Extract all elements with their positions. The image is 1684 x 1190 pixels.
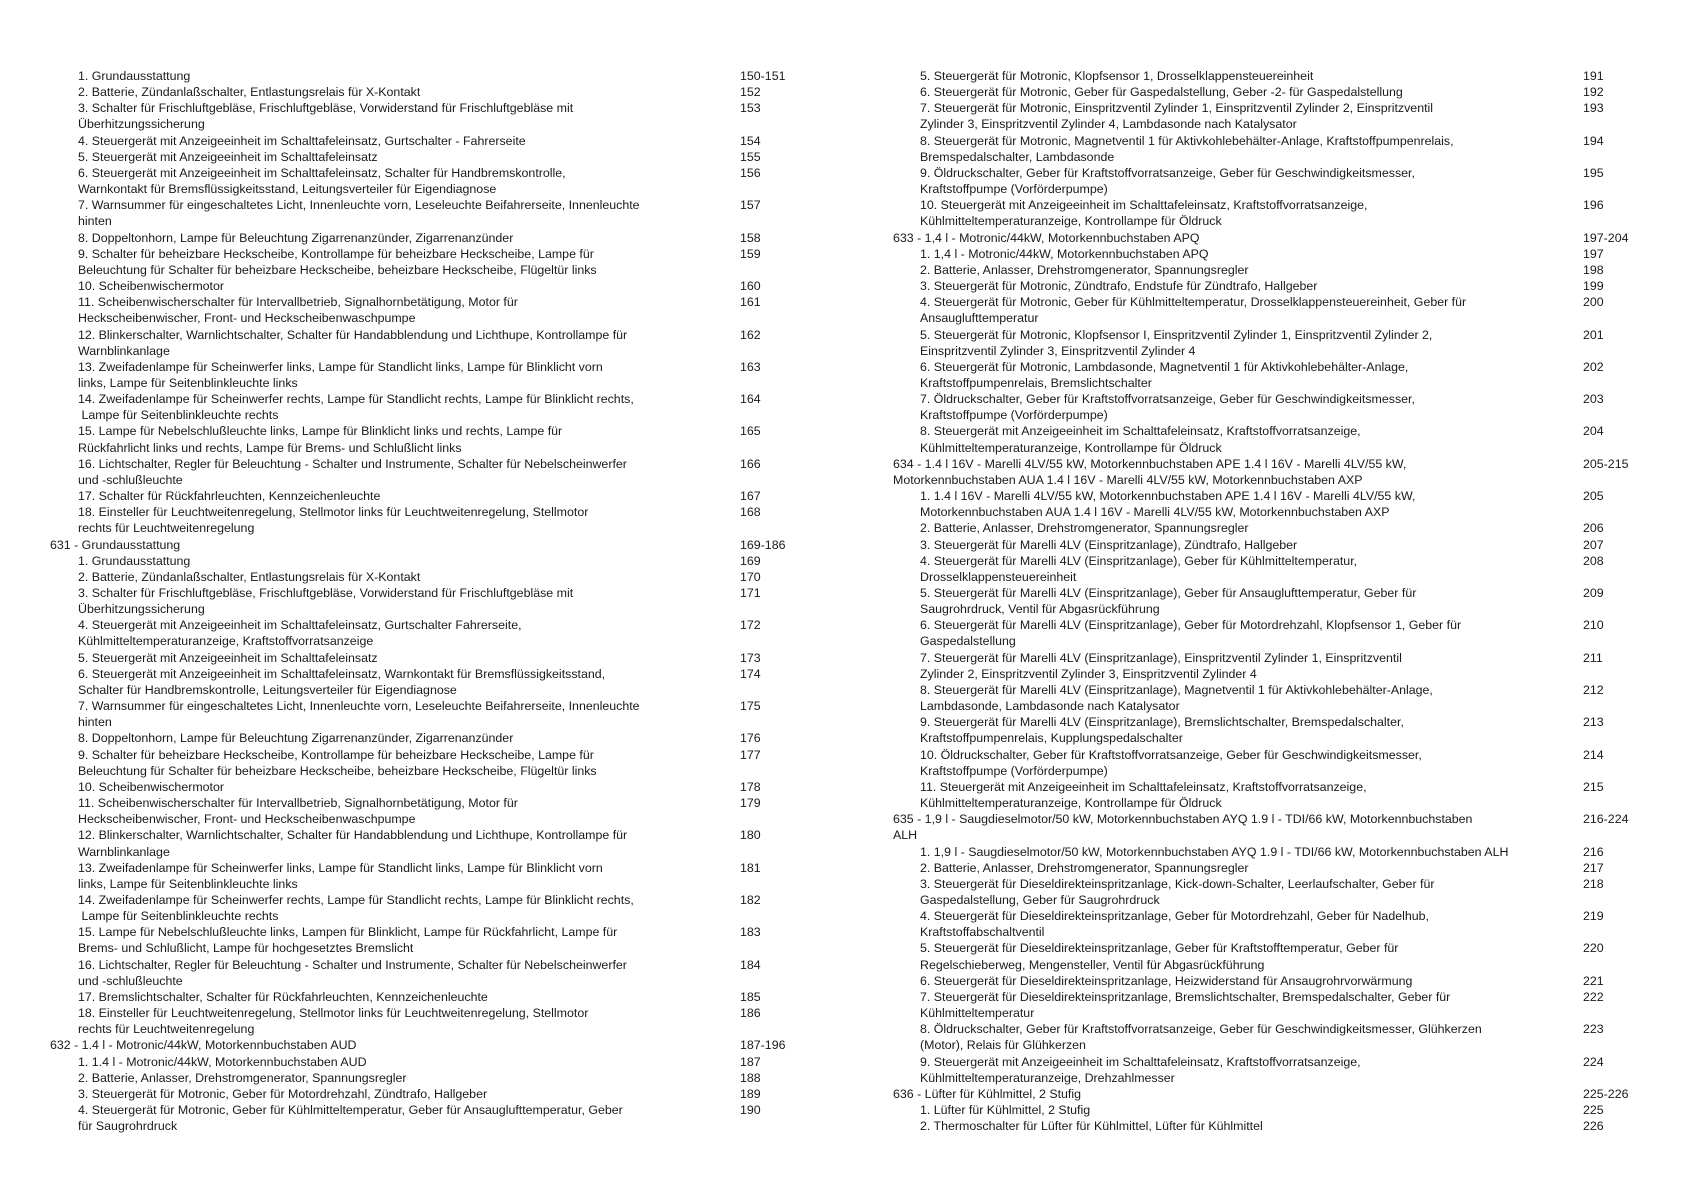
toc-entry [50,100,790,132]
toc-entry [50,924,790,956]
toc-entry-title: 2. Batterie, Anlasser, Drehstromgenerator, Spannungsregler [920,262,1249,277]
toc-entry-title: 9. Schalter für beheizbare Heckscheibe, Kontrollampe für beheizbare Heckscheibe, Lampe für Beleuchtung für Schalter für beheizbare Heckscheibe, beheizbare Heckscheibe, Flügeltür links [78,747,597,778]
toc-entry-title: 634 - 1.4 l 16V - Marelli 4LV/55 kW, Motorkennbuchstaben APE 1.4 l 16V - Marelli 4LV/55 kW, Motorkennbuchstaben AUA 1.4 l 16V - Marelli 4LV/55 kW, Motorkennbuchstaben AXP [893,456,1407,487]
toc-entry-title: 7. Warnsummer für eingeschaltetes Licht, Innenleuchte vorn, Leseleuchte Beifahrerseite, Innenleuchte hinten [78,699,640,730]
toc-page-number: 214 [1583,747,1604,762]
toc-entry [50,666,790,698]
toc-entry-title: 2. Batterie, Anlasser, Drehstromgenerator, Spannungsregler [920,521,1249,536]
toc-entry [50,1005,790,1037]
toc-page-number: 169-186 [740,537,786,552]
toc-page-number: 164 [740,392,761,407]
toc-page-number: 153 [740,101,761,116]
toc-page-number: 190 [740,1103,761,1117]
toc-entry [893,908,1638,940]
toc-column-right [893,68,1638,1134]
toc-entry [50,747,790,779]
toc-page-number: 217 [1583,860,1604,875]
toc-entry [50,327,790,359]
toc-entry [50,488,790,504]
toc-entry-title: 6. Steuergerät für Motronic, Lambdasonde, Magnetventil 1 für Aktivkohlebehälter-Anlage, Kraftstoffpumpenrelais, Bremslichtschalter [920,359,1409,390]
toc-entry [893,617,1638,649]
toc-page-number: 157 [740,198,761,213]
toc-entry-title: 16. Lichtschalter, Regler für Beleuchtung - Schalter und Instrumente, Schalter für Nebelscheinwerfer und -schlußleuchte [78,957,627,988]
toc-entry [893,1102,1638,1118]
toc-entry [50,278,790,294]
toc-page-number: 222 [1583,989,1604,1004]
toc-page-number: 154 [740,133,761,148]
toc-entry [893,294,1638,326]
toc-entry [893,359,1638,391]
toc-entry-title: 11. Steuergerät mit Anzeigeeinheit im Schalttafeleinsatz, Kraftstoffvorratsanzeige, Kühlmitteltemperaturanzeige, Kontrollampe für Öldruck [920,779,1367,811]
toc-entry [893,278,1638,294]
toc-entry [50,1070,790,1086]
toc-page-number: 170 [740,569,761,584]
toc-page-number: 192 [1583,85,1604,100]
toc-page-number: 224 [1583,1054,1604,1069]
toc-entry-title: 633 - 1,4 l - Motronic/44kW, Motorkennbuchstaben APQ [893,230,1200,245]
toc-entry-title: 2. Batterie, Anlasser, Drehstromgenerator, Spannungsregler [78,1070,407,1085]
toc-page-number: 179 [740,796,761,811]
toc-page-number: 202 [1583,359,1604,374]
toc-entry-title: 7. Steuergerät für Marelli 4LV (Einspritzanlage), Einspritzventil Zylinder 1, Einspritzventil Zylinder 2, Einspritzventil Zylinder 3, Einspritzventil Zylinder 4 [920,650,1402,681]
toc-entry-title: 3. Steuergerät für Motronic, Geber für Motordrehzahl, Zündtrafo, Hallgeber [78,1086,488,1101]
toc-page-number: 172 [740,618,761,633]
toc-entry-title: 4. Steuergerät für Marelli 4LV (Einspritzanlage), Geber für Kühlmitteltemperatur, Drosselklappensteuereinheit [920,553,1358,584]
toc-page-number: 162 [740,327,761,342]
toc-page-number: 213 [1583,715,1604,730]
toc-entry-title: 5. Steuergerät mit Anzeigeeinheit im Schalttafeleinsatz [78,149,378,164]
toc-entry-title: 9. Schalter für beheizbare Heckscheibe, Kontrollampe für beheizbare Heckscheibe, Lampe für Beleuchtung für Schalter für beheizbare Heckscheibe, beheizbare Heckscheibe, Flügeltür links [78,246,597,277]
toc-entry-title: 1. 1,4 l - Motronic/44kW, Motorkennbuchstaben APQ [920,246,1209,261]
toc-page-number: 218 [1583,876,1604,891]
toc-entry-title: 2. Batterie, Zündanlaßschalter, Entlastungsrelais für X-Kontakt [78,85,421,100]
toc-entry [893,1054,1638,1086]
toc-page-number: 163 [740,359,761,374]
toc-page-number: 194 [1583,133,1604,148]
toc-page-number: 159 [740,246,761,261]
toc-column-left [50,68,790,1134]
toc-page-number: 197-204 [1583,230,1629,245]
toc-entry [893,391,1638,423]
toc-entry-title: 3. Schalter für Frischluftgebläse, Frischluftgebläse, Vorwiderstand für Frischluftgebläse mit Überhitzungssicherung [78,586,574,617]
toc-section-heading [50,1037,790,1053]
toc-page-number: 155 [740,149,761,164]
toc-page-number: 205-215 [1583,456,1629,471]
toc-section-heading [893,456,1638,488]
toc-entry-title: 9. Steuergerät mit Anzeigeeinheit im Schalttafeleinsatz, Kraftstoffvorratsanzeige, Kühlmitteltemperaturanzeige, Drehzahlmesser [920,1054,1361,1085]
toc-entry-title: 3. Steuergerät für Marelli 4LV (Einspritzanlage), Zündtrafo, Hallgeber [920,537,1298,552]
toc-page-number: 152 [740,85,761,100]
toc-page-number: 209 [1583,586,1604,600]
toc-page-number: 166 [740,456,761,471]
toc-entry-title: 10. Scheibenwischermotor [78,279,225,294]
toc-entry-title: 15. Lampe für Nebelschlußleuchte links, Lampe für Blinklicht links und rechts, Lampe für Rückfahrlicht links und rechts, Lampe für Brems- und Schlußlicht links [78,424,563,455]
toc-page-number: 176 [740,731,761,746]
toc-entry [893,262,1638,278]
toc-entry [50,957,790,989]
toc-entry [893,650,1638,682]
toc-entry [50,391,790,423]
toc-page-number: 160 [740,279,761,294]
toc-entry-title: 9. Öldruckschalter, Geber für Kraftstoffvorratsanzeige, Geber für Geschwindigkeitsmesser, Kraftstoffpumpe (Vorförderpumpe) [920,165,1415,197]
toc-entry-title: 6. Steuergerät für Marelli 4LV (Einspritzanlage), Geber für Motordrehzahl, Klopfsensor 1, Geber für Gaspedalstellung [920,618,1462,649]
toc-page-number: 219 [1583,909,1604,924]
toc-entry-title: 8. Doppeltonhorn, Lampe für Beleuchtung Zigarrenanzünder, Zigarrenanzünder [78,731,514,746]
toc-entry-title: 1. Grundausstattung [78,553,191,568]
toc-entry [50,553,790,569]
toc-entry-title: 4. Steuergerät für Motronic, Geber für Kühlmitteltemperatur, Geber für Ansauglufttemperatur, Geber für Saugrohrdruck [78,1103,623,1134]
toc-page-number: 175 [740,699,761,714]
toc-entry [893,876,1638,908]
toc-entry [893,747,1638,779]
toc-entry [893,860,1638,876]
toc-entry-title: 6. Steuergerät für Dieseldirekteinspritzanlage, Heizwiderstand für Ansaugrohrvorwärmung [920,973,1413,988]
toc-entry [50,1086,790,1102]
toc-page-number: 185 [740,989,761,1004]
toc-entry [893,246,1638,262]
toc-page-number: 225 [1583,1103,1604,1117]
toc-entry [893,973,1638,989]
toc-entry [893,488,1638,520]
toc-page-number: 206 [1583,521,1604,536]
toc-entry [50,730,790,746]
toc-entry [50,456,790,488]
toc-entry-title: 1. 1.4 l - Motronic/44kW, Motorkennbuchstaben AUD [78,1054,367,1069]
toc-entry-title: 9. Steuergerät für Marelli 4LV (Einspritzanlage), Bremslichtschalter, Bremspedalschalter, Kraftstoffpumpenrelais, Kupplungspedalschalter [920,715,1404,746]
toc-entry-title: 5. Steuergerät für Dieseldirekteinspritzanlage, Geber für Kraftstofftemperatur, Geber für Regelschieberweg, Mengensteller, Ventil für Abgasrückführung [920,941,1399,972]
toc-entry-title: 1. Lüfter für Kühlmittel, 2 Stufig [920,1103,1091,1117]
toc-entry-title: 6. Steuergerät mit Anzeigeeinheit im Schalttafeleinsatz, Schalter für Handbremskontrolle, Warnkontakt für Bremsflüssigkeitsstand, Leitungsverteiler für Eigendiagnose [78,165,566,197]
toc-entry-title: 18. Einsteller für Leuchtweitenregelung, Stellmotor links für Leuchtweitenregelung, Stellmotor rechts für Leuchtweitenregelung [78,1006,589,1037]
toc-page-number: 226 [1583,1119,1604,1134]
toc-page-number: 212 [1583,682,1604,697]
toc-section-heading [893,230,1638,246]
toc-entry-title: 8. Steuergerät für Marelli 4LV (Einspritzanlage), Magnetventil 1 für Aktivkohlebehälter-Anlage, Lambdasonde, Lambdasonde nach Katalysator [920,682,1433,714]
toc-entry-title: 1. 1.4 l 16V - Marelli 4LV/55 kW, Motorkennbuchstaben APE 1.4 l 16V - Marelli 4LV/55 kW, Motorkennbuchstaben AUA 1.4 l 16V - Marelli 4LV/55 kW, Motorkennbuchstaben AXP [920,489,1416,520]
toc-entry [50,569,790,585]
toc-entry [893,423,1638,455]
toc-page-number: 191 [1583,69,1604,83]
toc-entry-title: 5. Steuergerät für Motronic, Klopfsensor 1, Drosselklappensteuereinheit [920,69,1314,83]
toc-entry [50,84,790,100]
toc-entry [893,714,1638,746]
toc-entry-title: 3. Steuergerät für Motronic, Zündtrafo, Endstufe für Zündtrafo, Hallgeber [920,279,1318,294]
toc-entry-title: 7. Steuergerät für Motronic, Einspritzventil Zylinder 1, Einspritzventil Zylinder 2, Einspritzventil Zylinder 3, Einspritzventil Zylinder 4, Lambdasonde nach Katalysator [920,101,1434,132]
toc-entry [50,165,790,197]
toc-entry [50,133,790,149]
toc-entry-title: 1. Grundausstattung [78,69,191,83]
toc-page-number: 199 [1583,279,1604,294]
toc-entry [50,504,790,536]
toc-entry-title: 4. Steuergerät mit Anzeigeeinheit im Schalttafeleinsatz, Gurtschalter - Fahrerseite [78,133,526,148]
toc-entry [50,230,790,246]
toc-entry-title: 8. Öldruckschalter, Geber für Kraftstoffvorratsanzeige, Geber für Geschwindigkeitsmesser, Glühkerzen (Motor), Relais für Glühkerzen [920,1022,1482,1053]
toc-entry-title: 2. Batterie, Zündanlaßschalter, Entlastungsrelais für X-Kontakt [78,569,421,584]
toc-entry-title: 4. Steuergerät mit Anzeigeeinheit im Schalttafeleinsatz, Gurtschalter Fahrerseite, Kühlmitteltemperaturanzeige, Kraftstoffvorratsanzeige [78,618,522,649]
toc-entry-title: 14. Zweifadenlampe für Scheinwerfer rechts, Lampe für Standlicht rechts, Lampe für Blinklicht rechts, Lampe für Seitenblinkleuchte rechts [78,892,634,924]
toc-entry [893,585,1638,617]
toc-page-number: 168 [740,505,761,520]
toc-entry-title: 635 - 1,9 l - Saugdieselmotor/50 kW, Motorkennbuchstaben AYQ 1.9 l - TDI/66 kW, Motorkennbuchstaben ALH [893,812,1473,843]
toc-page-number: 150-151 [740,69,786,83]
toc-entry [50,617,790,649]
toc-page-number: 187-196 [740,1038,786,1053]
toc-page-number: 211 [1583,650,1603,665]
toc-entry [50,989,790,1005]
toc-entry-title: 15. Lampe für Nebelschlußleuchte links, Lampen für Blinklicht, Lampe für Rückfahrlicht, Lampe für Brems- und Schlußlicht, Lampe für hochgesetztes Bremslicht [78,925,618,956]
toc-entry [893,1021,1638,1053]
toc-entry [893,327,1638,359]
toc-page-number: 208 [1583,553,1604,568]
toc-entry [50,585,790,617]
toc-entry [893,1118,1638,1134]
toc-entry [50,892,790,924]
toc-page-number: 207 [1583,537,1604,552]
toc-entry [893,68,1638,84]
toc-page-number: 171 [740,586,761,600]
toc-entry [893,537,1638,553]
toc-entry-title: 11. Scheibenwischerschalter für Intervallbetrieb, Signalhornbetätigung, Motor für Heckscheibenwischer, Front- und Heckscheibenwaschpumpe [78,796,518,827]
toc-entry-title: 13. Zweifadenlampe für Scheinwerfer links, Lampe für Standlicht links, Lampe für Blinklicht vorn links, Lampe für Seitenblinkleuchte links [78,860,603,891]
toc-entry-title: 14. Zweifadenlampe für Scheinwerfer rechts, Lampe für Standlicht rechts, Lampe für Blinklicht rechts, Lampe für Seitenblinkleuchte rechts [78,392,634,423]
toc-page-number: 221 [1583,973,1604,988]
toc-entry-title: 2. Batterie, Anlasser, Drehstromgenerator, Spannungsregler [920,860,1249,875]
toc-page-number: 195 [1583,165,1604,180]
toc-page-number: 177 [740,747,761,762]
toc-entry [50,359,790,391]
toc-entry-title: 3. Schalter für Frischluftgebläse, Frischluftgebläse, Vorwiderstand für Frischluftgebläse mit Überhitzungssicherung [78,101,574,132]
toc-entry-title: 17. Bremslichtschalter, Schalter für Rückfahrleuchten, Kennzeichenleuchte [78,989,488,1004]
toc-entry-title: 631 - Grundausstattung [50,537,181,552]
toc-entry [893,682,1638,714]
toc-entry-title: 18. Einsteller für Leuchtweitenregelung, Stellmotor links für Leuchtweitenregelung, Stellmotor rechts für Leuchtweitenregelung [78,505,589,536]
toc-entry-title: 4. Steuergerät für Motronic, Geber für Kühlmitteltemperatur, Drosselklappensteuereinheit, Geber für Ansauglufttemperatur [920,295,1467,326]
toc-page-number: 193 [1583,101,1604,116]
toc-entry [893,197,1638,229]
toc-page-number: 210 [1583,618,1604,633]
toc-entry [893,165,1638,197]
toc-entry-title: 636 - Lüfter für Kühlmittel, 2 Stufig [893,1086,1082,1101]
toc-entry [50,698,790,730]
toc-entry-title: 8. Doppeltonhorn, Lampe für Beleuchtung Zigarrenanzünder, Zigarrenanzünder [78,230,514,245]
toc-entry [50,197,790,229]
toc-entry-title: 17. Schalter für Rückfahrleuchten, Kennzeichenleuchte [78,489,381,504]
toc-entry-title: 11. Scheibenwischerschalter für Intervallbetrieb, Signalhornbetätigung, Motor für Heckscheibenwischer, Front- und Heckscheibenwaschpumpe [78,295,518,326]
toc-page-number: 187 [740,1054,761,1069]
toc-entry [50,68,790,84]
toc-entry-title: 7. Öldruckschalter, Geber für Kraftstoffvorratsanzeige, Geber für Geschwindigkeitsmesser, Kraftstoffpumpe (Vorförderpumpe) [920,392,1415,423]
toc-entry-title: 1. 1,9 l - Saugdieselmotor/50 kW, Motorkennbuchstaben AYQ 1.9 l - TDI/66 kW, Motorkennbuchstaben ALH [920,844,1509,859]
toc-entry [50,1102,790,1134]
toc-entry-title: 6. Steuergerät mit Anzeigeeinheit im Schalttafeleinsatz, Warnkontakt für Bremsflüssigkeitsstand, Schalter für Handbremskontrolle, Leitungsverteiler für Eigendiagnose [78,666,606,697]
toc-entry [50,779,790,795]
toc-entry-title: 10. Öldruckschalter, Geber für Kraftstoffvorratsanzeige, Geber für Geschwindigkeitsmesser, Kraftstoffpumpe (Vorförderpumpe) [920,747,1422,778]
toc-entry-title: 12. Blinkerschalter, Warnlichtschalter, Schalter für Handabblendung und Lichthupe, Kontrollampe für Warnblinkanlage [78,327,628,358]
toc-page-number: 198 [1583,262,1604,277]
toc-entry-title: 632 - 1.4 l - Motronic/44kW, Motorkennbuchstaben AUD [50,1038,357,1053]
toc-entry [50,795,790,827]
toc-page-number: 205 [1583,489,1604,504]
toc-entry-title: 13. Zweifadenlampe für Scheinwerfer links, Lampe für Standlicht links, Lampe für Blinklicht vorn links, Lampe für Seitenblinkleuchte links [78,359,603,390]
toc-entry [50,149,790,165]
toc-entry-title: 12. Blinkerschalter, Warnlichtschalter, Schalter für Handabblendung und Lichthupe, Kontrollampe für Warnblinkanlage [78,828,628,859]
toc-page-number: 174 [740,666,761,681]
toc-entry [893,133,1638,165]
toc-entry [893,940,1638,972]
toc-entry [50,246,790,278]
toc-entry-title: 5. Steuergerät für Motronic, Klopfsensor I, Einspritzventil Zylinder 1, Einspritzventil Zylinder 2, Einspritzventil Zylinder 3, Einspritzventil Zylinder 4 [920,327,1433,358]
toc-page-number: 182 [740,892,761,907]
toc-entry-title: 4. Steuergerät für Dieseldirekteinspritzanlage, Geber für Motordrehzahl, Geber für Nadelhub, Kraftstoffabschaltventil [920,909,1429,940]
toc-page-number: 223 [1583,1022,1604,1037]
toc-entry [893,779,1638,811]
toc-entry [50,860,790,892]
toc-entry [50,1054,790,1070]
toc-section-heading [893,1086,1638,1102]
toc-entry-title: 7. Warnsummer für eingeschaltetes Licht, Innenleuchte vorn, Leseleuchte Beifahrerseite, Innenleuchte hinten [78,198,640,229]
toc-page-number: 178 [740,779,761,794]
toc-page-number: 220 [1583,941,1604,956]
toc-page-number: 173 [740,650,761,665]
toc-section-heading [50,537,790,553]
toc-entry-title: 3. Steuergerät für Dieseldirekteinspritzanlage, Kick-down-Schalter, Leerlaufschalter, Geber für Gaspedalstellung, Geber für Saugrohrdruck [920,876,1435,907]
toc-entry [893,520,1638,536]
toc-entry-title: 2. Thermoschalter für Lüfter für Kühlmittel, Lüfter für Kühlmittel [920,1119,1263,1134]
toc-page-number: 216 [1583,844,1604,859]
toc-entry [50,423,790,455]
toc-page-number: 216-224 [1583,812,1629,827]
toc-entry [50,650,790,666]
toc-entry-title: 5. Steuergerät mit Anzeigeeinheit im Schalttafeleinsatz [78,650,378,665]
toc-page-number: 156 [740,165,761,180]
toc-page-number: 167 [740,489,761,504]
toc-entry [50,827,790,859]
toc-page-number: 181 [740,860,761,875]
toc-page-number: 204 [1583,424,1604,439]
toc-page-number: 189 [740,1086,761,1101]
toc-entry [50,294,790,326]
toc-entry [893,100,1638,132]
toc-entry-title: 8. Steuergerät für Motronic, Magnetventil 1 für Aktivkohlebehälter-Anlage, Kraftstoffpumpenrelais, Bremspedalschalter, Lambdasonde [920,133,1454,164]
toc-entry [893,989,1638,1021]
toc-entry [893,553,1638,585]
toc-page-number: 215 [1583,779,1604,794]
toc-page-number: 203 [1583,392,1604,407]
toc-entry-title: 7. Steuergerät für Dieseldirekteinspritzanlage, Bremslichtschalter, Bremspedalschalter, Geber für Kühlmitteltemperatur [920,989,1451,1021]
toc-section-heading [893,811,1638,843]
toc-page-number: 184 [740,957,761,972]
toc-page-number: 165 [740,424,761,439]
toc-entry-title: 10. Steuergerät mit Anzeigeeinheit im Schalttafeleinsatz, Kraftstoffvorratsanzeige, Kühlmitteltemperaturanzeige, Kontrollampe für Öldruck [920,198,1368,229]
toc-entry-title: 16. Lichtschalter, Regler für Beleuchtung - Schalter und Instrumente, Schalter für Nebelscheinwerfer und -schlußleuchte [78,456,627,487]
toc-page-number: 225-226 [1583,1086,1629,1101]
toc-page-number: 169 [740,553,761,568]
toc-page-number: 196 [1583,198,1604,213]
toc-page-number: 201 [1583,327,1604,342]
toc-entry-title: 10. Scheibenwischermotor [78,779,225,794]
toc-entry-title: 6. Steuergerät für Motronic, Geber für Gaspedalstellung, Geber -2- für Gaspedalstellung [920,85,1403,100]
toc-entry-title: 5. Steuergerät für Marelli 4LV (Einspritzanlage), Geber für Ansauglufttemperatur, Geber für Saugrohrdruck, Ventil für Abgasrückführung [920,586,1417,617]
toc-page-number: 200 [1583,295,1604,310]
toc-page-number: 161 [740,295,761,310]
toc-entry [893,844,1638,860]
toc-page-number: 186 [740,1006,761,1021]
toc-page-number: 158 [740,230,761,245]
toc-entry [893,84,1638,100]
toc-page-number: 180 [740,828,761,843]
toc-entry-title: 8. Steuergerät mit Anzeigeeinheit im Schalttafeleinsatz, Kraftstoffvorratsanzeige, Kühlmitteltemperaturanzeige, Kontrollampe für Öldruck [920,424,1361,455]
toc-page-number: 188 [740,1070,761,1085]
toc-page-number: 183 [740,925,761,940]
toc-page-number: 197 [1583,246,1604,261]
